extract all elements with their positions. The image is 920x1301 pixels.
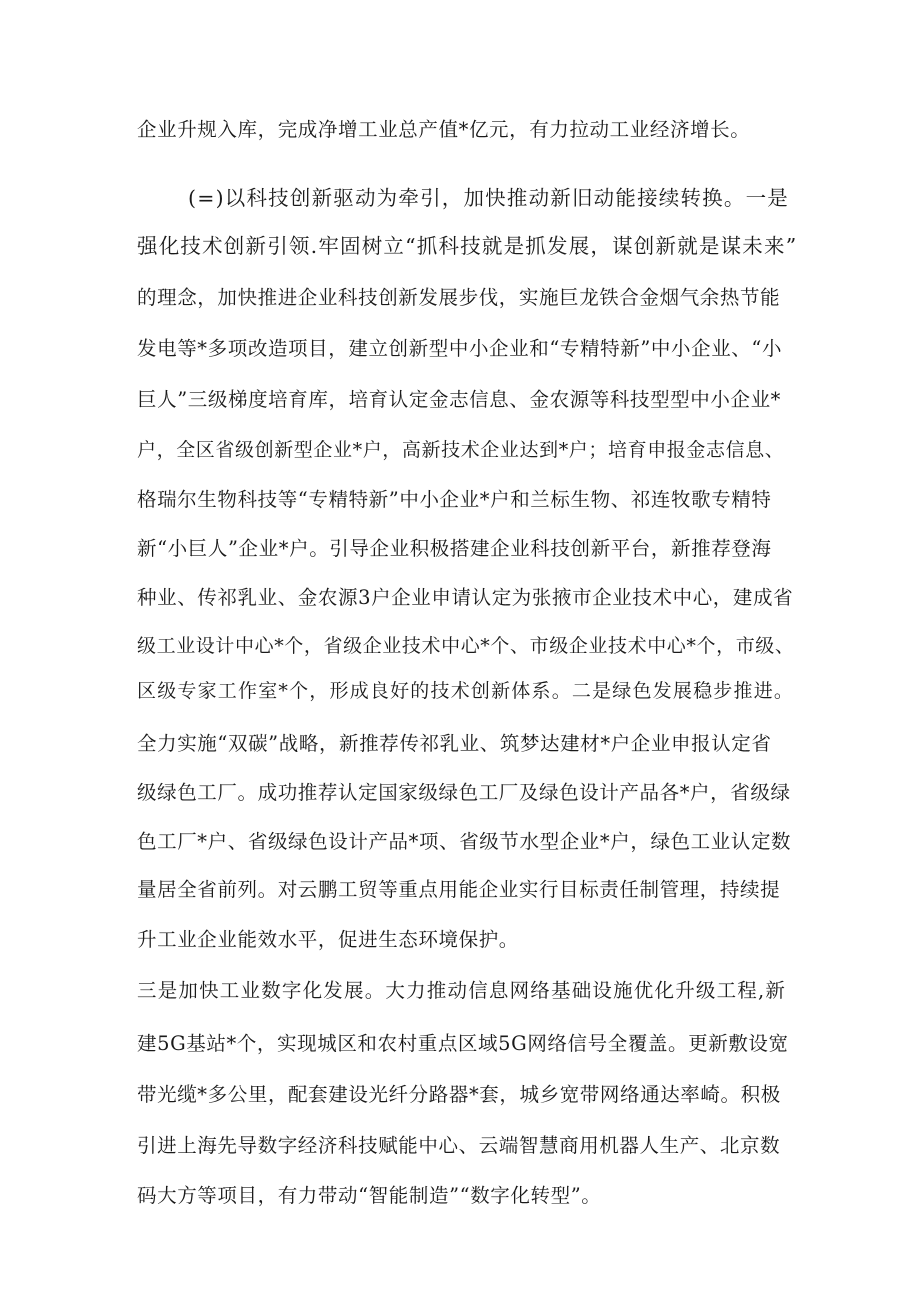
text-line: 种业、传祁乳业、金农源3户企业申请认定为张掖市企业技术中心，建成省 bbox=[137, 586, 794, 609]
text-line: 量居全省前列。对云鹏工贸等重点用能企业实行目标责任制管理，持续提 bbox=[137, 878, 781, 901]
text-line: 巨人”三级梯度培育库，培育认定金志信息、金农源等科技型型中小企业* bbox=[137, 388, 782, 411]
text-line: 级工业设计中心*个，省级企业技术中心*个、市级企业技术中心*个，市级、 bbox=[137, 635, 795, 657]
text-line: 企业升规入库，完成净增工业总产值*亿元，有力拉动工业经济增长。 bbox=[137, 118, 751, 141]
text-line: 全力实施“双碳”战略，新推荐传祁乳业、筑梦达建材*户企业申报认定省 bbox=[137, 732, 772, 755]
text-line: 发电等*多项改造项目，建立创新型中小企业和“专精特新”中小企业、“小 bbox=[137, 337, 783, 360]
text-line: 的理念，加快推进企业科技创新发展步伐，实施巨龙铁合金烟气余热节能 bbox=[137, 286, 781, 309]
text-line: 色工厂*户、省级绿色设计产品*项、省级节水型企业*户，绿色工业认定数 bbox=[137, 830, 792, 853]
text-line: 级绿色工厂。成功推荐认定国家级绿色工厂及绿色设计产品各*户，省级绿 bbox=[137, 781, 791, 804]
text-line: 带光缆*多公里，配套建设光纤分路器*套，城乡宽带网络通达率崎。积极 bbox=[137, 1083, 781, 1106]
text-line: 户，全区省级创新型企业*户，高新技术企业达到*户；培育申报金志信息、 bbox=[137, 439, 785, 461]
text-line: 区级专家工作室*个，形成良好的技术创新体系。二是绿色发展稳步推进。 bbox=[137, 680, 795, 702]
text-line: 新“小巨人”企业*户。引导企业积极搭建企业科技创新平台，新推荐登海 bbox=[137, 537, 772, 560]
text-line: 建5G基站*个，实现城区和农村重点区域5G网络信号全覆盖。更新敷设宽 bbox=[137, 1032, 789, 1055]
text-line: 码大方等项目，有力带动“智能制造”“数字化转型”。 bbox=[137, 1184, 602, 1207]
text-line: 引进上海先导数字经济科技赋能中心、云端智慧商用机器人生产、北京数 bbox=[137, 1134, 781, 1157]
text-line: 升工业企业能效水平，促进生态环境保护。 bbox=[137, 928, 519, 951]
section-heading-line: (=)以科技创新驱动为牵引，加快推动新旧动能接续转换。一是 bbox=[188, 186, 789, 210]
text-line: 三是加快工业数字化发展。大力推动信息网络基础设施优化升级工程,新 bbox=[137, 979, 787, 1002]
text-line: 格瑞尔生物科技等“专精特新”中小企业*户和兰标生物、祁连牧歌专精特 bbox=[137, 488, 772, 511]
text-line: 强化技术创新引领.牢固树立“抓科技就是抓发展，谋创新就是谋未来” bbox=[137, 234, 798, 258]
